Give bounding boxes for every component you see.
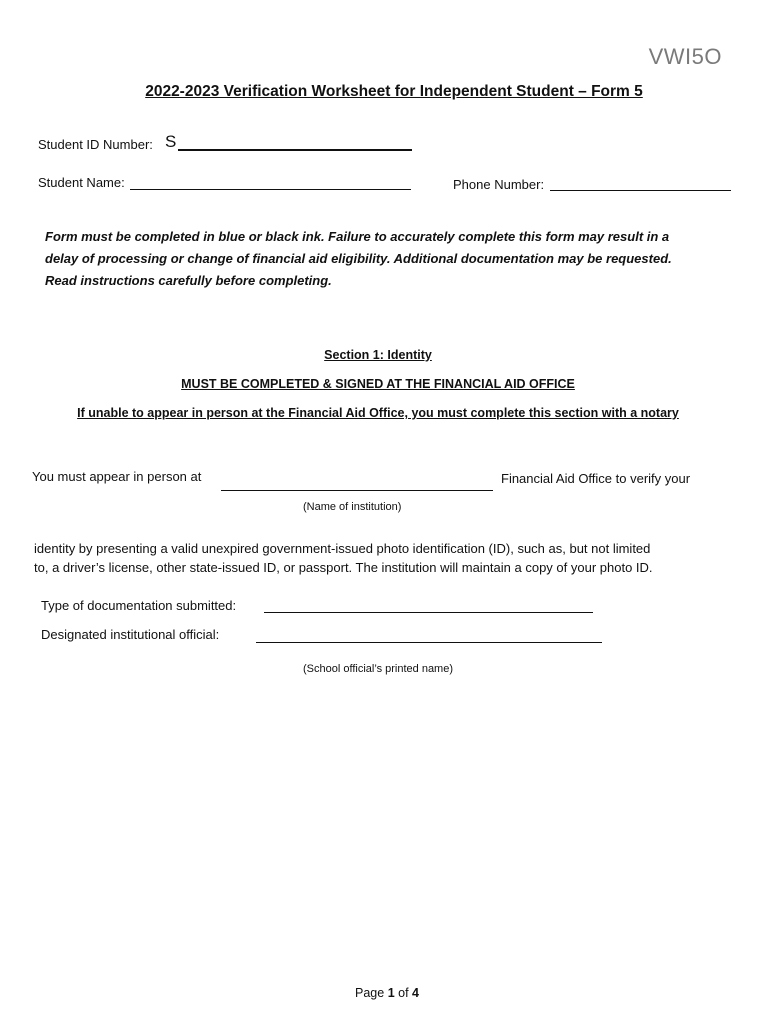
page-title: 2022-2023 Verification Worksheet for Independent Student – Form 5 [145,83,643,100]
section-1-must-line: MUST BE COMPLETED & SIGNED AT THE FINANCIAL AID OFFICE [181,377,575,391]
form-code: VWI5O [648,44,722,69]
student-name-label: Student Name: [38,175,125,190]
appear-in-person-label: You must appear in person at [32,469,202,484]
verify-identity-label: Financial Aid Office to verify your [501,471,691,486]
documentation-type-field[interactable] [264,612,593,613]
page-prefix: Page [355,986,385,1000]
page-current: 1 [387,986,395,1000]
student-id-field[interactable] [178,149,412,151]
official-caption: (School official’s printed name) [303,663,454,675]
identity-paragraph-line-1: identity by presenting a valid unexpired government-issued photo identification (ID), such as, but not limited [34,541,651,556]
section-1-heading: Section 1: Identity [324,348,432,362]
institution-name-field[interactable] [221,490,493,491]
student-id-prefix: S [165,132,177,151]
institutional-official-field[interactable] [256,642,602,643]
instruction-line-1: Form must be completed in blue or black ink. Failure to accurately complete this form may result in a [45,229,670,244]
page-total: 4 [412,986,419,1000]
section-1-notary-line: If unable to appear in person at the Financial Aid Office, you must complete this section with a notary [77,406,679,420]
identity-paragraph-line-2: to, a driver’s license, other state-issued ID, or passport. The institution will maintain a copy of your photo ID. [34,560,653,575]
student-name-field[interactable] [130,189,411,190]
student-id-label: Student ID Number: [38,137,153,152]
instruction-line-2: delay of processing or change of financial aid eligibility. Additional documentation may be requested. [45,251,672,266]
institutional-official-label: Designated institutional official: [41,627,220,642]
page-of: of [398,986,409,1000]
phone-number-label: Phone Number: [453,177,545,192]
page-number [0,986,770,1000]
documentation-type-label: Type of documentation submitted: [41,598,237,613]
institution-caption: (Name of institution) [303,501,402,513]
instruction-line-3: Read instructions carefully before completing. [45,273,332,288]
phone-number-field[interactable] [550,190,731,191]
